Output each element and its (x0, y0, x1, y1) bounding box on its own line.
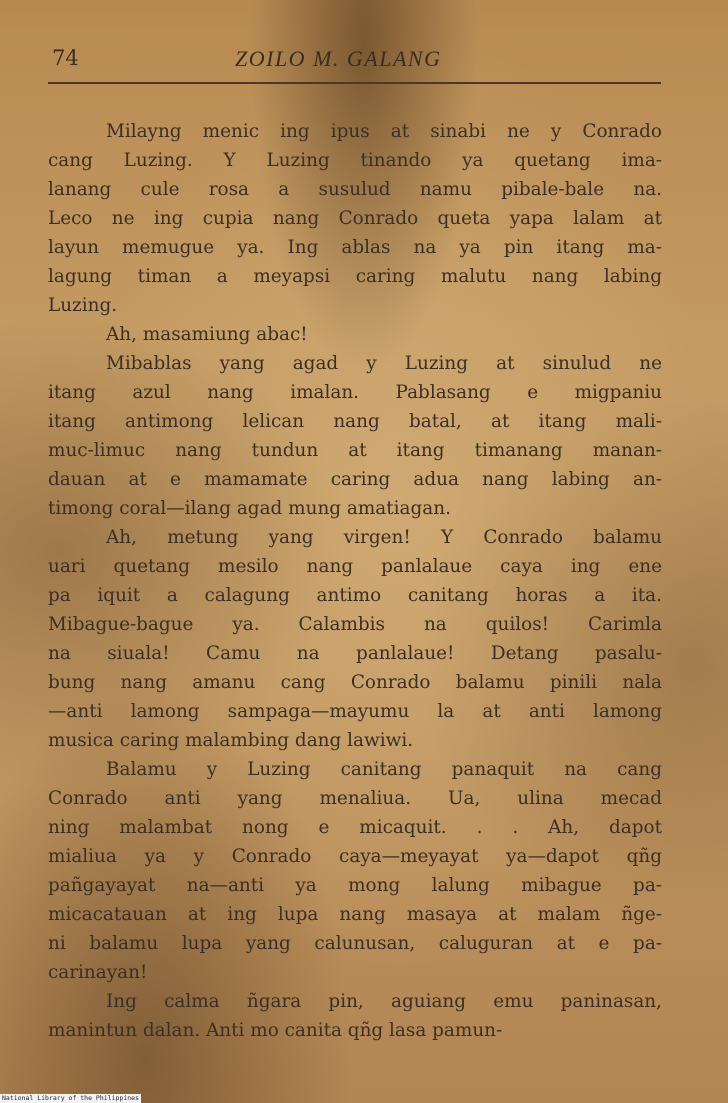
text-line: layun memugue ya. Ing ablas na ya pin itang ma- (48, 237, 662, 258)
page-header (48, 44, 663, 74)
paragraph (48, 320, 662, 349)
text-line: Mibablas yang agad y Luzing at sinulud ne (106, 353, 662, 374)
text-line: manintun dalan. Anti mo canita qñg lasa pamun- (48, 1020, 503, 1041)
text-line: bung nang amanu cang Conrado balamu pinili nala (48, 672, 662, 693)
text-line: pa iquit a calagung antimo canitang horas a ita. (48, 585, 662, 606)
text-line: dauan at e mamamate caring adua nang labing an- (48, 469, 662, 490)
text-line: mialiua ya y Conrado caya—meyayat ya—dapot qñg (48, 846, 662, 867)
text-line: itang antimong lelican nang batal, at itang mali- (48, 411, 662, 432)
text-line: Leco ne ing cupia nang Conrado queta yapa lalam at (48, 208, 662, 229)
body-text (48, 117, 662, 1045)
text-line: uari quetang mesilo nang panlalaue caya ing ene (48, 556, 662, 577)
text-line: Mibague-bague ya. Calambis na quilos! Carimla (48, 614, 662, 635)
text-line: carinayan! (48, 962, 148, 983)
text-line: ni balamu lupa yang calunusan, caluguran at e pa- (48, 933, 662, 954)
library-credit: National Library of the Philippines (2, 1094, 139, 1102)
text-line: Ah, masamiung abac! (106, 324, 308, 345)
text-line: —anti lamong sampaga—mayumu la at anti lamong (48, 701, 662, 722)
text-line: Luzing. (48, 295, 118, 316)
paragraph (48, 349, 662, 523)
text-line: lagung timan a meyapsi caring malutu nang labing (48, 266, 662, 287)
paragraph (48, 523, 662, 755)
text-line: itang azul nang imalan. Pablasang e migpaniu (48, 382, 662, 403)
paragraph (48, 755, 662, 987)
paragraph (48, 987, 662, 1045)
text-line: micacatauan at ing lupa nang masaya at malam ñge- (48, 904, 662, 925)
text-line: pañgayayat na—anti ya mong lalung mibague pa- (48, 875, 662, 896)
text-line: Balamu y Luzing canitang panaquit na cang (106, 759, 662, 780)
text-line: lanang cule rosa a susulud namu pibale-bale na. (48, 179, 662, 200)
text-line: musica caring malambing dang lawiwi. (48, 730, 414, 751)
text-line: timong coral—ilang agad mung amatiagan. (48, 498, 451, 519)
text-line: muc-limuc nang tundun at itang timanang manan- (48, 440, 662, 461)
text-line: Ah, metung yang virgen! Y Conrado balamu (106, 527, 662, 548)
header-rule (48, 82, 661, 84)
running-head: ZOILO M. GALANG (235, 46, 442, 71)
text-line: Conrado anti yang menaliua. Ua, ulina mecad (48, 788, 662, 809)
text-line: cang Luzing. Y Luzing tinando ya quetang ima- (48, 150, 662, 171)
paragraph (48, 117, 662, 320)
text-line: na siuala! Camu na panlalaue! Detang pasalu- (48, 643, 662, 664)
text-line: Ing calma ñgara pin, aguiang emu paninasan, (106, 991, 662, 1012)
text-line: ning malambat nong e micaquit. . . Ah, dapot (48, 817, 662, 838)
page-number: 74 (52, 46, 79, 70)
text-line: Milayng menic ing ipus at sinabi ne y Conrado (106, 121, 662, 142)
